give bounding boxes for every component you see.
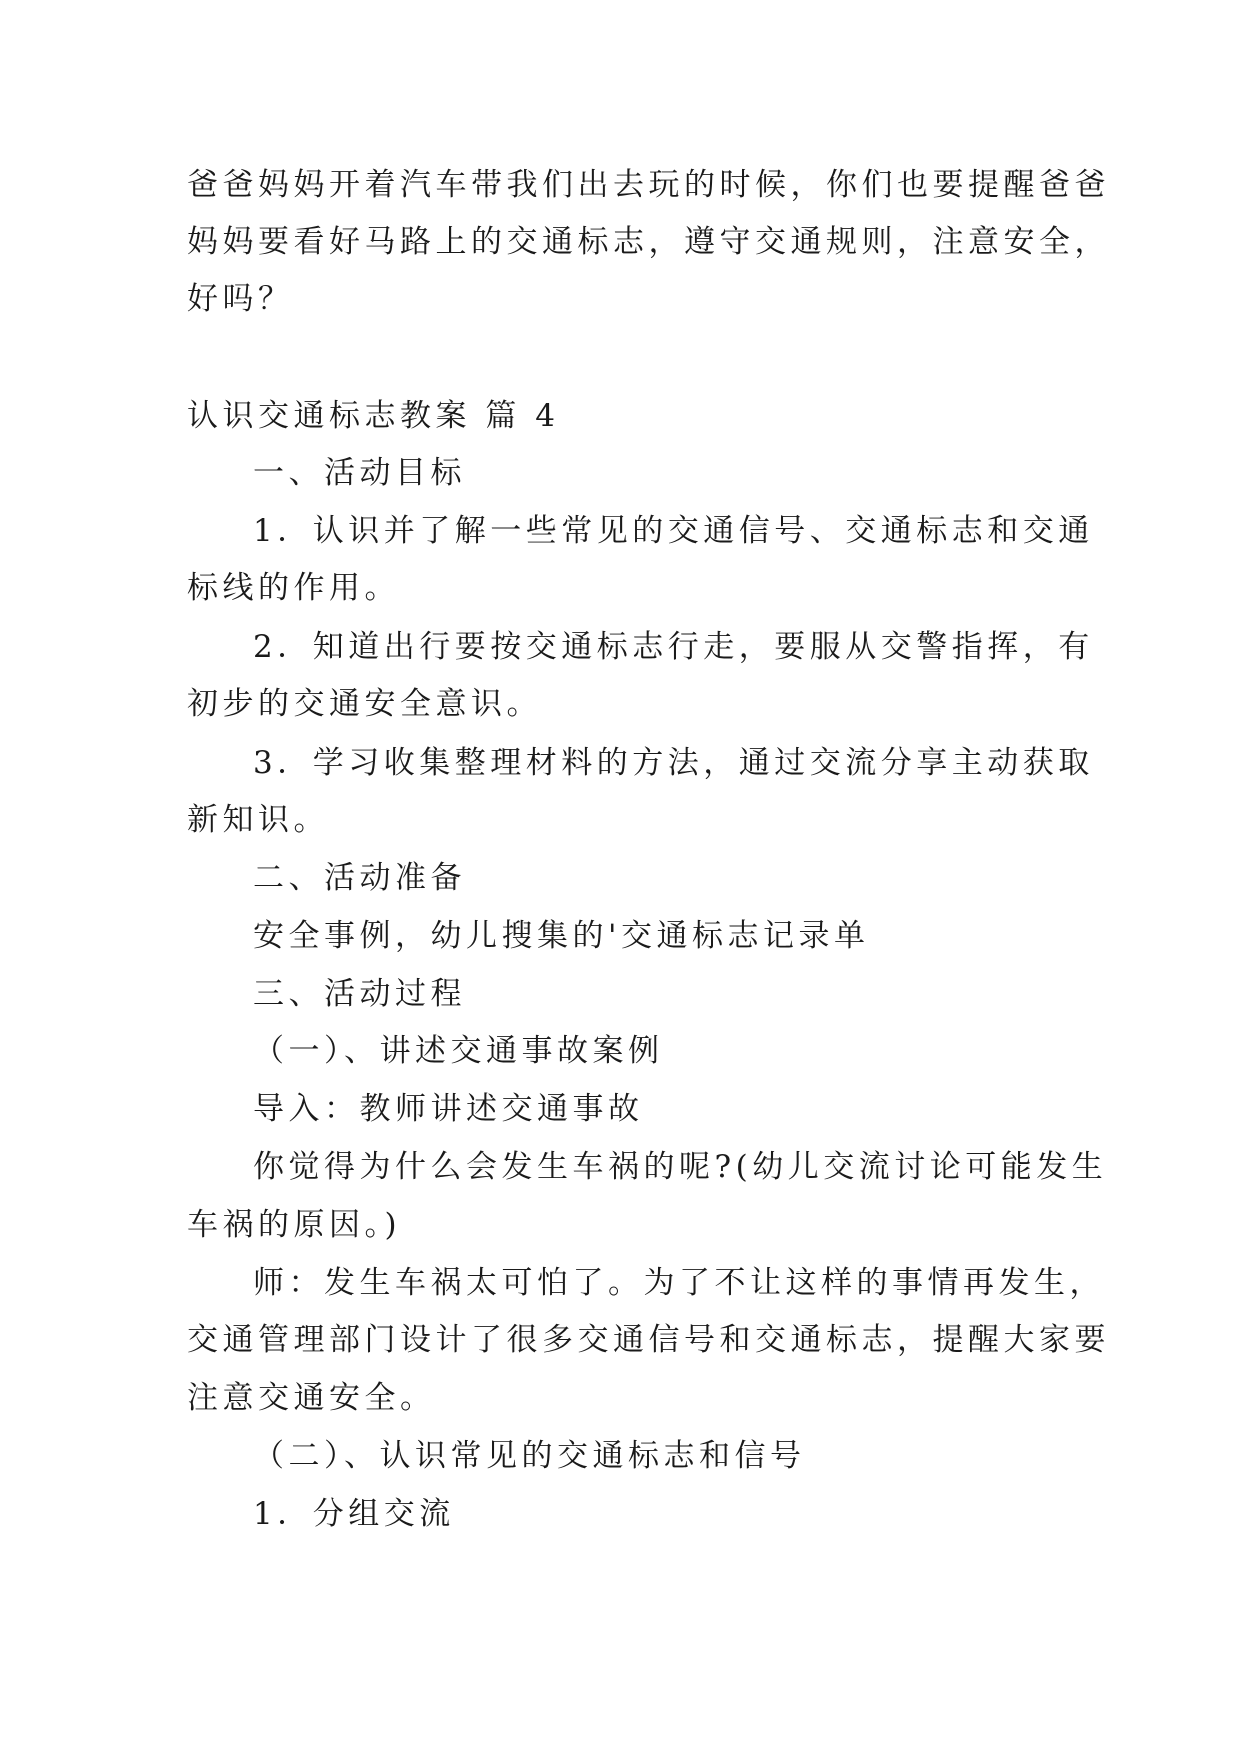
process-teacher-line-3: 注意交通安全。	[187, 1380, 436, 1416]
goal-item-2-line-2: 初步的交通安全意识。	[187, 686, 542, 722]
preparation-heading: 二、活动准备	[253, 860, 466, 896]
section-title: 认识交通标志教案 篇 4	[187, 398, 560, 434]
goal-item-3-line-1: 3．学习收集整理材料的方法，通过交流分享主动获取	[253, 745, 1094, 781]
process-lead-in: 导入：教师讲述交通事故	[253, 1091, 644, 1127]
goal-item-3-line-2: 新知识。	[187, 802, 329, 838]
process-step-1: 1．分组交流	[253, 1496, 455, 1532]
process-question-line-1: 你觉得为什么会发生车祸的呢?(幼儿交流讨论可能发生	[253, 1149, 1108, 1185]
intro-line-3: 好吗？	[187, 281, 294, 317]
intro-line-2: 妈妈要看好马路上的交通标志，遵守交通规则，注意安全，	[187, 224, 1110, 260]
process-heading: 三、活动过程	[253, 976, 466, 1012]
process-sub-2: （二）、认识常见的交通标志和信号	[253, 1438, 806, 1474]
goal-item-2-line-1: 2．知道出行要按交通标志行走，要服从交警指挥，有	[253, 629, 1094, 665]
goal-item-1-line-2: 标线的作用。	[187, 570, 400, 606]
goal-item-1-line-1: 1．认识并了解一些常见的交通信号、交通标志和交通	[253, 513, 1094, 549]
process-teacher-line-2: 交通管理部门设计了很多交通信号和交通标志，提醒大家要	[187, 1322, 1110, 1358]
preparation-text: 安全事例，幼儿搜集的'交通标志记录单	[253, 918, 870, 954]
intro-line-1: 爸爸妈妈开着汽车带我们出去玩的时候，你们也要提醒爸爸	[187, 167, 1110, 203]
goal-heading: 一、活动目标	[253, 455, 466, 491]
process-question-line-2: 车祸的原因。)	[187, 1207, 402, 1243]
process-teacher-line-1: 师：发生车祸太可怕了。为了不让这样的事情再发生，	[253, 1265, 1105, 1301]
process-sub-1: （一）、讲述交通事故案例	[253, 1033, 664, 1069]
